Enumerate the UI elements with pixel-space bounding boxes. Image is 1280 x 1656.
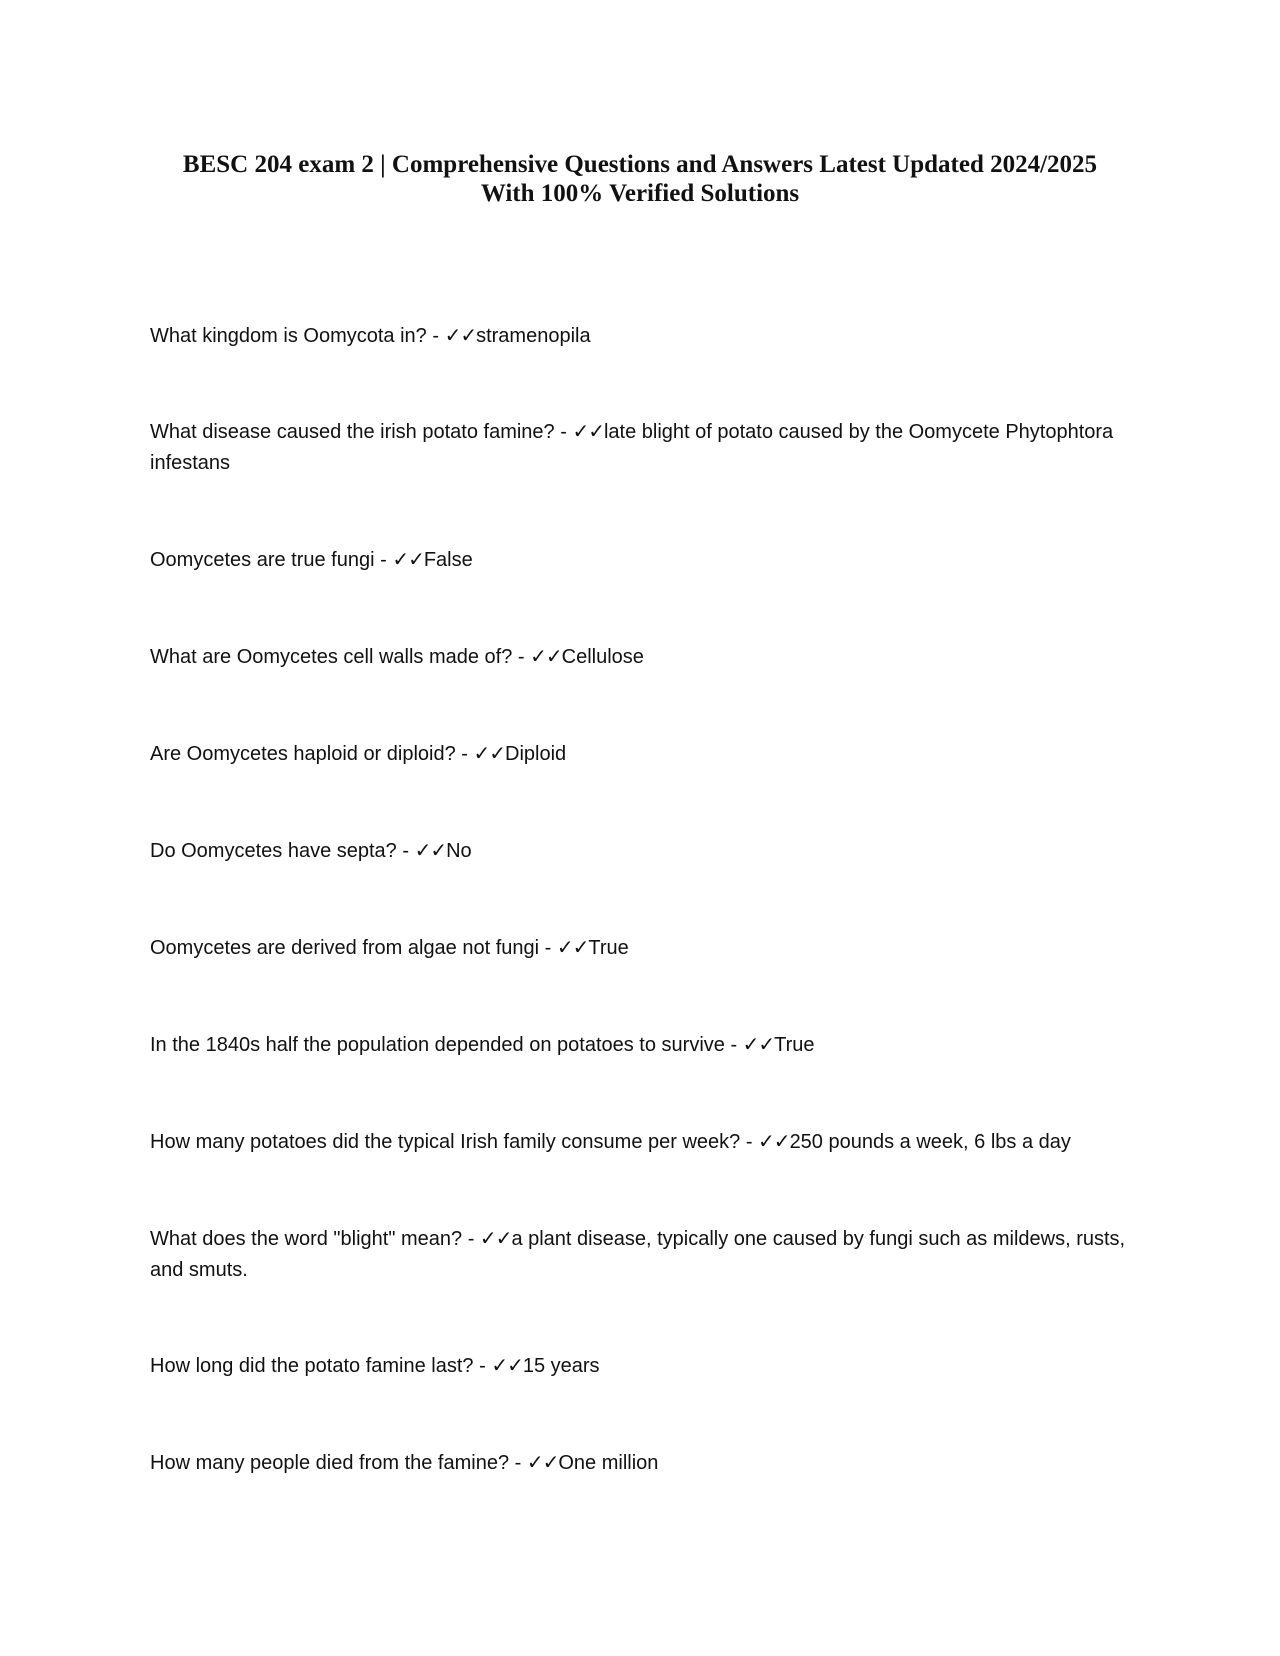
question-text: Oomycetes are derived from algae not fungi - (150, 937, 557, 959)
qa-item (150, 1126, 1130, 1158)
double-check-icon: ✓✓ (414, 838, 447, 862)
double-check-icon: ✓✓ (572, 419, 604, 443)
double-check-icon: ✓✓ (392, 547, 424, 571)
question-text: How many people died from the famine? - (150, 1452, 527, 1474)
double-check-icon: ✓✓ (530, 644, 562, 668)
question-text: Do Oomycetes have septa? - (150, 840, 415, 862)
answer-text: 15 years (522, 1355, 600, 1377)
double-check-icon: ✓✓ (556, 935, 589, 959)
qa-item (150, 1350, 1130, 1382)
question-text: How long did the potato famine last? - (150, 1355, 492, 1377)
double-check-icon: ✓✓ (479, 1226, 512, 1250)
question-text: In the 1840s half the population depended on potatoes to survive - (150, 1034, 743, 1056)
qa-item (150, 1223, 1130, 1286)
qa-item (150, 835, 1130, 867)
question-text: Are Oomycetes haploid or diploid? - (150, 743, 474, 765)
title-line-1: BESC 204 exam 2 | Comprehensive Questions and Answers Latest Updated 2024/2025 (182, 151, 1098, 178)
qa-item (150, 1447, 1130, 1479)
answer-text: False (423, 549, 473, 571)
question-text: What disease caused the irish potato famine? - (150, 421, 573, 443)
answer-text: True (774, 1034, 815, 1056)
answer-text: True (588, 937, 629, 959)
answer-text: late blight of potato caused by the Oomycete Phytophtora infestans (150, 421, 1114, 474)
answer-text: stramenopila (476, 325, 591, 347)
qa-item (150, 320, 1130, 352)
answer-text: Cellulose (561, 646, 644, 668)
double-check-icon: ✓✓ (473, 741, 506, 765)
double-check-icon: ✓✓ (491, 1353, 523, 1377)
title-line-2: With 100% Verified Solutions (480, 180, 800, 207)
answer-text: 250 pounds a week, 6 lbs a day (789, 1131, 1071, 1153)
question-text: What are Oomycetes cell walls made of? - (150, 646, 531, 668)
qa-item (150, 932, 1130, 964)
answer-text: One million (558, 1452, 659, 1474)
document-title (150, 150, 1130, 208)
qa-item (150, 738, 1130, 770)
answer-text: Diploid (505, 743, 567, 765)
double-check-icon: ✓✓ (444, 323, 477, 347)
answer-text: No (446, 840, 472, 862)
question-text: What kingdom is Oomycota in? - (150, 325, 445, 347)
question-text: How many potatoes did the typical Irish family consume per week? - (150, 1131, 759, 1153)
double-check-icon: ✓✓ (526, 1450, 559, 1474)
qa-item (150, 1029, 1130, 1061)
double-check-icon: ✓✓ (742, 1032, 775, 1056)
question-text: Oomycetes are true fungi - (150, 549, 393, 571)
qa-item (150, 544, 1130, 576)
qa-item (150, 416, 1130, 479)
qa-item (150, 641, 1130, 673)
answer-text: a plant disease, typically one caused by fungi such as mildews, rusts, and smuts. (150, 1228, 1126, 1281)
double-check-icon: ✓✓ (758, 1129, 790, 1153)
question-text: What does the word "blight" mean? - (150, 1228, 480, 1250)
